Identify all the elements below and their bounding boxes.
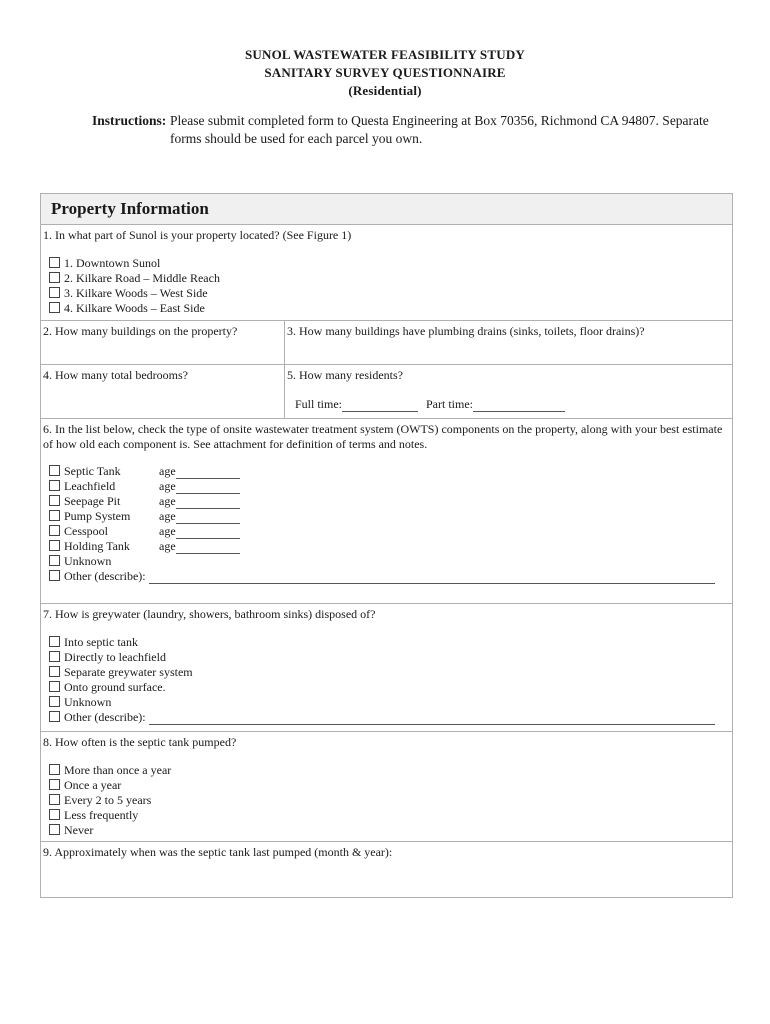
option-other[interactable]: Other (describe): <box>49 569 715 584</box>
question-5: 5. How many residents? <box>287 368 403 382</box>
option-into-septic-tank[interactable]: Into septic tank <box>49 635 138 650</box>
age-holding-tank[interactable]: age <box>159 539 240 554</box>
option-other-greywater[interactable]: Other (describe): <box>49 710 715 725</box>
question-4: 4. How many total bedrooms? <box>43 368 188 382</box>
checkbox[interactable] <box>49 764 60 775</box>
option-separate-greywater[interactable]: Separate greywater system <box>49 665 193 680</box>
option-kilkare-woods-east[interactable]: 4. Kilkare Woods – East Side <box>49 301 205 316</box>
checkbox[interactable] <box>49 480 60 491</box>
question-2-cell[interactable] <box>41 321 284 364</box>
option-kilkare-woods-west[interactable]: 3. Kilkare Woods – West Side <box>49 286 208 301</box>
checkbox[interactable] <box>49 711 60 722</box>
full-time-field[interactable]: Full time: <box>295 397 418 412</box>
question-2-3-row <box>41 320 732 364</box>
option-holding-tank[interactable]: Holding Tank <box>49 539 130 554</box>
question-6: 6. In the list below, check the type of onsite wastewater treatment system (OWTS) components on the property, along with your best estimate of how old each component is. See attachment for definition of terms and notes. <box>43 422 723 451</box>
checkbox[interactable] <box>49 555 60 566</box>
question-9-row[interactable] <box>41 841 732 897</box>
option-onto-ground[interactable]: Onto ground surface. <box>49 680 166 695</box>
checkbox[interactable] <box>49 779 60 790</box>
question-6-row <box>41 418 732 603</box>
study-title: SUNOL WASTEWATER FEASIBILITY STUDY <box>244 47 525 62</box>
option-seepage-pit[interactable]: Seepage Pit <box>49 494 120 509</box>
checkbox[interactable] <box>49 272 60 283</box>
checkbox[interactable] <box>49 510 60 521</box>
question-3-cell[interactable] <box>284 321 732 364</box>
checkbox[interactable] <box>49 257 60 268</box>
option-once-a-year[interactable]: Once a year <box>49 778 121 793</box>
section-title: Property Information <box>41 194 732 224</box>
checkbox[interactable] <box>49 636 60 647</box>
part-time-line[interactable] <box>473 399 565 412</box>
checkbox[interactable] <box>49 666 60 677</box>
other-describe-line[interactable] <box>149 571 715 584</box>
other-greywater-line[interactable] <box>149 712 715 725</box>
option-leachfield[interactable]: Leachfield <box>49 479 115 494</box>
checkbox[interactable] <box>49 824 60 835</box>
checkbox[interactable] <box>49 809 60 820</box>
age-cesspool[interactable]: age <box>159 524 240 539</box>
checkbox[interactable] <box>49 465 60 476</box>
checkbox[interactable] <box>49 302 60 313</box>
question-4-cell[interactable] <box>41 365 284 418</box>
age-septic-tank[interactable]: age <box>159 464 240 479</box>
question-1: 1. In what part of Sunol is your property located? (See Figure 1) <box>43 228 352 242</box>
form-header <box>0 46 770 100</box>
question-1-row <box>41 224 732 320</box>
question-8-row <box>41 731 732 841</box>
option-downtown-sunol[interactable]: 1. Downtown Sunol <box>49 256 160 271</box>
instructions-label: Instructions: <box>92 113 167 128</box>
option-septic-tank[interactable]: Septic Tank <box>49 464 121 479</box>
checkbox[interactable] <box>49 495 60 506</box>
question-7: 7. How is greywater (laundry, showers, bathroom sinks) disposed of? <box>43 607 376 621</box>
part-time-field[interactable]: Part time: <box>426 397 565 412</box>
checkbox[interactable] <box>49 287 60 298</box>
option-unknown[interactable]: Unknown <box>49 554 111 569</box>
option-more-than-once[interactable]: More than once a year <box>49 763 171 778</box>
question-7-row <box>41 603 732 731</box>
option-kilkare-road[interactable]: 2. Kilkare Road – Middle Reach <box>49 271 220 286</box>
age-seepage-pit[interactable]: age <box>159 494 240 509</box>
question-8: 8. How often is the septic tank pumped? <box>43 735 237 749</box>
option-less-frequently[interactable]: Less frequently <box>49 808 138 823</box>
option-pump-system[interactable]: Pump System <box>49 509 130 524</box>
age-pump-system[interactable]: age <box>159 509 240 524</box>
checkbox[interactable] <box>49 794 60 805</box>
option-unknown-greywater[interactable]: Unknown <box>49 695 111 710</box>
checkbox[interactable] <box>49 681 60 692</box>
questionnaire-title: SANITARY SURVEY QUESTIONNAIRE <box>264 65 506 80</box>
full-time-line[interactable] <box>342 399 418 412</box>
question-3: 3. How many buildings have plumbing drains (sinks, toilets, floor drains)? <box>287 324 645 338</box>
form-type: (Residential) <box>348 83 422 98</box>
question-9: 9. Approximately when was the septic tank last pumped (month & year): <box>43 845 393 859</box>
checkbox[interactable] <box>49 696 60 707</box>
checkbox[interactable] <box>49 651 60 662</box>
checkbox[interactable] <box>49 570 60 581</box>
property-information-form <box>40 193 733 898</box>
checkbox[interactable] <box>49 540 60 551</box>
option-never[interactable]: Never <box>49 823 93 838</box>
checkbox[interactable] <box>49 525 60 536</box>
question-4-5-row <box>41 364 732 418</box>
question-5-cell <box>284 365 732 418</box>
question-2: 2. How many buildings on the property? <box>43 324 238 338</box>
age-leachfield[interactable]: age <box>159 479 240 494</box>
option-every-2-to-5[interactable]: Every 2 to 5 years <box>49 793 151 808</box>
option-directly-to-leachfield[interactable]: Directly to leachfield <box>49 650 166 665</box>
option-cesspool[interactable]: Cesspool <box>49 524 108 539</box>
instructions-text: Please submit completed form to Questa Engineering at Box 70356, Richmond CA 94807. Separate forms should be used for each parcel you own. <box>170 113 709 146</box>
